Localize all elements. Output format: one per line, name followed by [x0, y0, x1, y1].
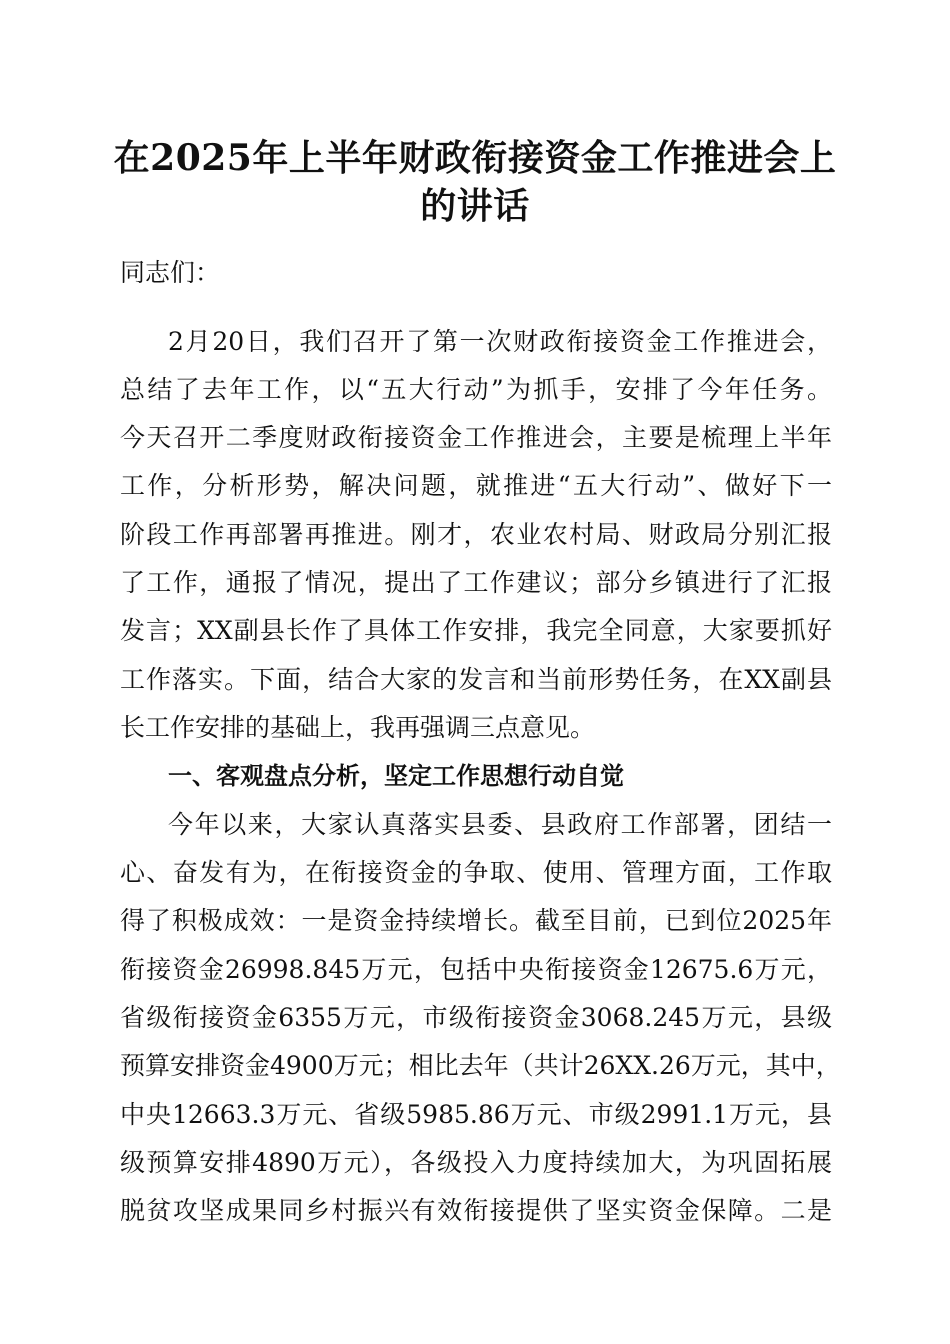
- paragraph-2-line: 级预算安排4890万元），各级投入力度持续加大，为巩固拓展: [120, 1148, 832, 1177]
- paragraph-2-line: 预算安排资金4900万元；相比去年（共计26XX.26万元，其中，: [120, 1051, 841, 1080]
- paragraph-2-line: 省级衔接资金6355万元，市级衔接资金3068.245万元，县级: [120, 1003, 832, 1032]
- document-title-line-1: 在2025年上半年财政衔接资金工作推进会上: [113, 137, 837, 179]
- paragraph-1-line: 总结了去年工作，以“五大行动”为抓手，安排了今年任务。: [120, 375, 832, 404]
- paragraph-2-line: 心、奋发有为，在衔接资金的争取、使用、管理方面，工作取: [120, 858, 832, 887]
- paragraph-1-line: 了工作，通报了情况，提出了工作建议；部分乡镇进行了汇报: [120, 568, 832, 597]
- paragraph-2-line: 得了积极成效：一是资金持续增长。截至目前，已到位2025年: [120, 906, 832, 935]
- paragraph-1-line: 阶段工作再部署再推进。刚才，农业农村局、财政局分别汇报: [120, 520, 832, 549]
- document-title-line-2: 的讲话: [420, 185, 530, 227]
- paragraph-1-line: 2月20日，我们召开了第一次财政衔接资金工作推进会，: [168, 327, 832, 356]
- paragraph-2-line: 脱贫攻坚成果同乡村振兴有效衔接提供了坚实资金保障。二是: [120, 1196, 832, 1225]
- paragraph-1-line: 工作落实。下面，结合大家的发言和当前形势任务，在XX副县: [120, 665, 832, 694]
- paragraph-2-line: 衔接资金26998.845万元，包括中央衔接资金12675.6万元，: [120, 955, 832, 984]
- paragraph-1-line: 发言；XX副县长作了具体工作安排，我完全同意，大家要抓好: [120, 616, 832, 645]
- section-heading-1: 一、客观盘点分析，坚定工作思想行动自觉: [168, 762, 624, 790]
- paragraph-1-line: 今天召开二季度财政衔接资金工作推进会，主要是梳理上半年: [120, 423, 832, 452]
- paragraph-2-line: 今年以来，大家认真落实县委、县政府工作部署，团结一: [168, 810, 832, 839]
- salutation: 同志们：: [120, 258, 221, 287]
- paragraph-1-line: 工作，分析形势，解决问题，就推进“五大行动”、做好下一: [120, 471, 832, 500]
- paragraph-1-line: 长工作安排的基础上，我再强调三点意见。: [120, 713, 596, 742]
- paragraph-2-line: 中央12663.3万元、省级5985.86万元、市级2991.1万元，县: [120, 1100, 832, 1129]
